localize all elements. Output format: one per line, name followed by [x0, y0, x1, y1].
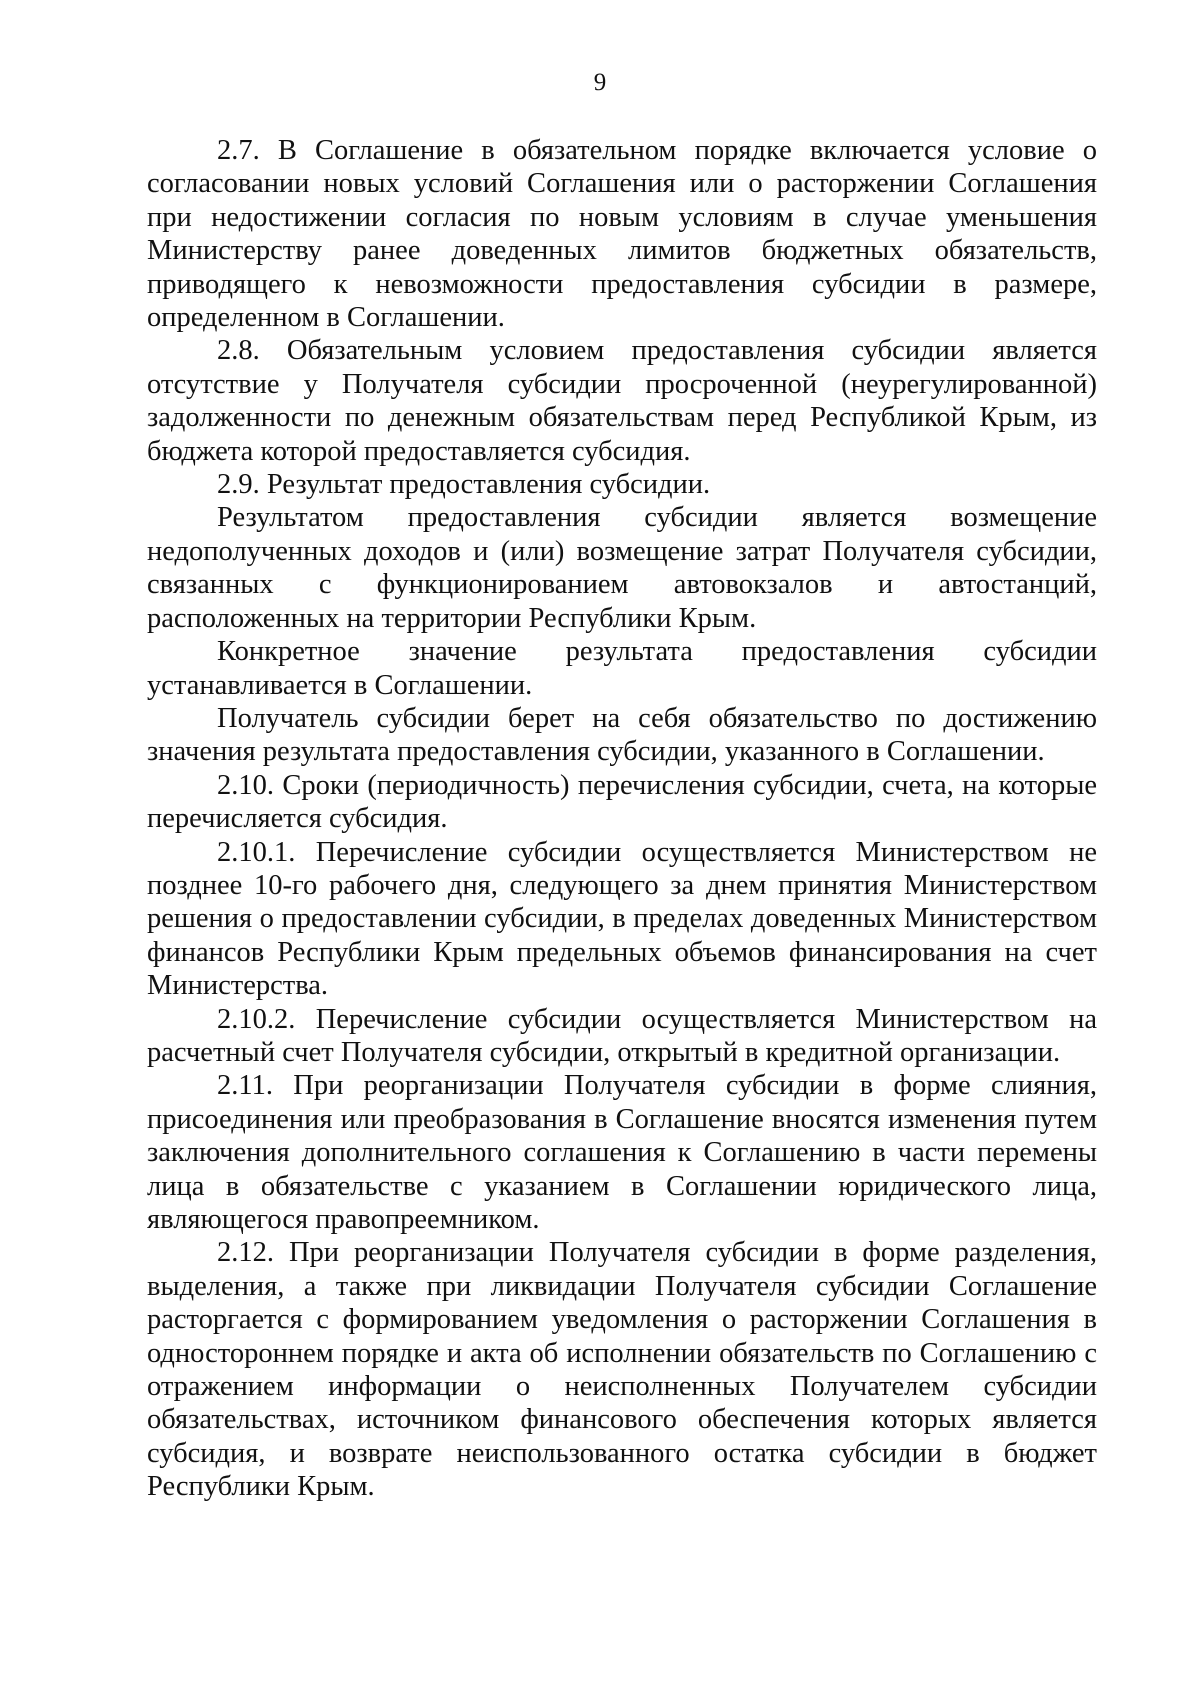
document-body — [147, 134, 1097, 1504]
paragraph-specific-value: Конкретное значение результата предоставления субсидии устанавливается в Соглашении. — [147, 636, 1097, 701]
page-number: 9 — [593, 69, 607, 96]
paragraph-2-10-2: 2.10.2. Перечисление субсидии осуществляется Министерством на расчетный счет Получателя субсидии, открытый в кредитной организации. — [147, 1003, 1097, 1068]
paragraph-2-8: 2.8. Обязательным условием предоставления субсидии является отсутствие у Получателя субсидии просроченной (неурегулированной) задолженности по денежным обязательствам перед Республикой Крым, из бюджета которой предоставляется субсидия. — [147, 335, 1097, 467]
paragraph-result: Результатом предоставления субсидии является возмещение недополученных доходов и (или) возмещение затрат Получателя субсидии, связанных с функционированием автовокзалов и автостанций, расположенных на территории Республики Крым. — [147, 502, 1097, 634]
paragraph-2-10-1: 2.10.1. Перечисление субсидии осуществляется Министерством не позднее 10-го рабочего дня, следующего за днем принятия Министерством решения о предоставлении субсидии, в пределах доведенных Министерством финансов Республики Крым предельных объемов финансирования на счет Министерства. — [147, 836, 1097, 1002]
paragraph-2-10: 2.10. Сроки (периодичность) перечисления субсидии, счета, на которые перечисляется субсидия. — [147, 769, 1097, 835]
paragraph-2-9: 2.9. Результат предоставления субсидии. — [217, 469, 711, 501]
paragraph-2-7: 2.7. В Соглашение в обязательном порядке включается условие о согласовании новых условий Соглашения или о расторжении Соглашения при недостижении согласия по новым условиям в случае уменьшения Министерству ранее доведенных лимитов бюджетных обязательств, приводящего к невозможности предоставления субсидии в размере, определенном в Соглашении. — [147, 135, 1097, 334]
paragraph-recipient-obligation: Получатель субсидии берет на себя обязательство по достижению значения результата предоставления субсидии, указанного в Соглашении. — [147, 702, 1097, 768]
paragraph-2-11: 2.11. При реорганизации Получателя субсидии в форме слияния, присоединения или преобразования в Соглашение вносятся изменения путем заключения дополнительного соглашения к Соглашению в части перемены лица в обязательстве с указанием в Соглашении юридического лица, являющегося правопреемником. — [147, 1070, 1097, 1235]
paragraph-2-12: 2.12. При реорганизации Получателя субсидии в форме разделения, выделения, а также при ликвидации Получателя субсидии Соглашение расторгается с формированием уведомления о расторжении Соглашения в одностороннем порядке и акта об исполнении обязательств по Соглашению с отражением информации о неисполненных Получателем субсидии обязательствах, источником финансового обеспечения которых является субсидия, и возврате неиспользованного остатка субсидии в бюджет Республики Крым. — [147, 1237, 1097, 1503]
